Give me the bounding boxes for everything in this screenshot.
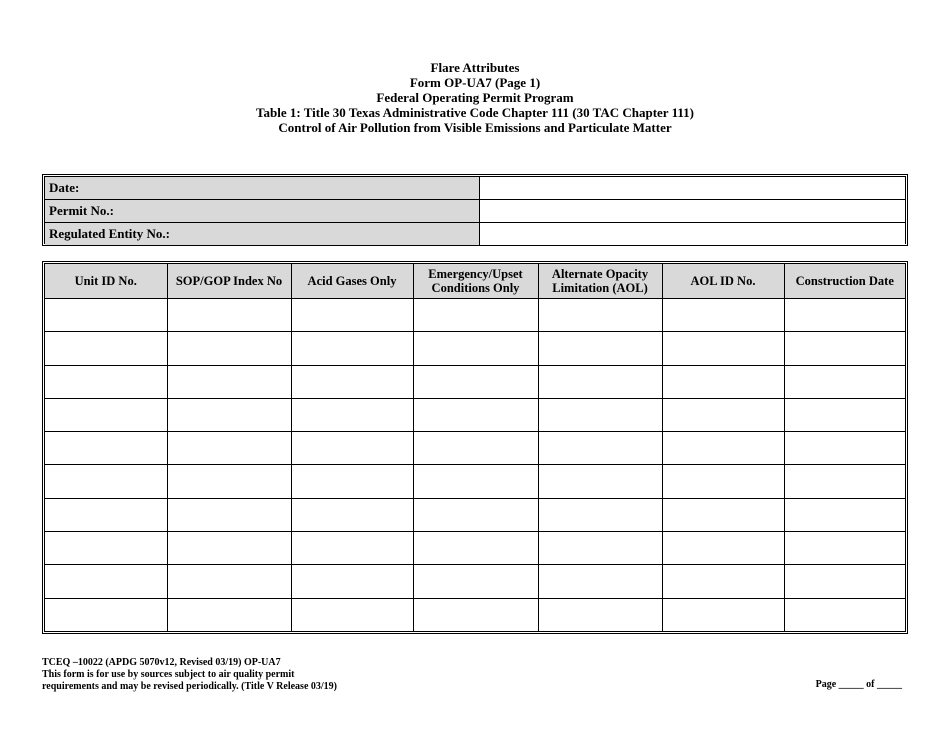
cell-construction-date[interactable] (784, 365, 905, 398)
footer-form-id: TCEQ –10022 (APDG 5070v12, Revised 03/19) OP-UA7 (42, 657, 281, 668)
cell-construction-date[interactable] (784, 398, 905, 431)
cell-sop-gop-index[interactable] (167, 598, 291, 631)
cell-sop-gop-index[interactable] (167, 432, 291, 465)
table-row (45, 332, 905, 365)
footer-note-line1: This form is for use by sources subject to air quality permit (42, 669, 295, 680)
cell-emergency-upset[interactable] (413, 398, 538, 431)
column-header-unit-id: Unit ID No. (45, 264, 167, 299)
cell-aol-id[interactable] (662, 432, 784, 465)
permit-number-field[interactable] (480, 200, 906, 223)
cell-sop-gop-index[interactable] (167, 332, 291, 365)
cell-emergency-upset[interactable] (413, 365, 538, 398)
cell-sop-gop-index[interactable] (167, 398, 291, 431)
date-field[interactable] (480, 177, 906, 200)
cell-alternate-opacity[interactable] (538, 398, 662, 431)
cell-unit-id[interactable] (45, 398, 167, 431)
cell-sop-gop-index[interactable] (167, 498, 291, 531)
form-number: Form OP-UA7 (Page 1) (409, 75, 541, 90)
cell-alternate-opacity[interactable] (538, 465, 662, 498)
form-title: Flare Attributes (430, 60, 520, 75)
cell-unit-id[interactable] (45, 465, 167, 498)
table-body (45, 299, 905, 632)
cell-alternate-opacity[interactable] (538, 365, 662, 398)
cell-alternate-opacity[interactable] (538, 532, 662, 565)
form-footer (42, 657, 337, 693)
cell-sop-gop-index[interactable] (167, 465, 291, 498)
cell-construction-date[interactable] (784, 532, 905, 565)
cell-aol-id[interactable] (662, 465, 784, 498)
permit-number-label: Permit No.: (45, 200, 480, 223)
date-row (45, 177, 905, 200)
cell-alternate-opacity[interactable] (538, 332, 662, 365)
cell-emergency-upset[interactable] (413, 532, 538, 565)
table-row (45, 465, 905, 498)
table-row (45, 565, 905, 598)
cell-emergency-upset[interactable] (413, 498, 538, 531)
permit-info-box (42, 174, 908, 246)
cell-sop-gop-index[interactable] (167, 565, 291, 598)
column-header-aol-id: AOL ID No. (662, 264, 784, 299)
cell-acid-gases-only[interactable] (291, 299, 413, 332)
cell-unit-id[interactable] (45, 532, 167, 565)
footer-note-line2: requirements and may be revised periodically. (Title V Release 03/19) (42, 681, 337, 692)
cell-sop-gop-index[interactable] (167, 365, 291, 398)
table-row (45, 432, 905, 465)
cell-emergency-upset[interactable] (413, 432, 538, 465)
cell-acid-gases-only[interactable] (291, 332, 413, 365)
cell-alternate-opacity[interactable] (538, 432, 662, 465)
cell-acid-gases-only[interactable] (291, 532, 413, 565)
cell-emergency-upset[interactable] (413, 332, 538, 365)
cell-unit-id[interactable] (45, 299, 167, 332)
cell-construction-date[interactable] (784, 332, 905, 365)
cell-emergency-upset[interactable] (413, 465, 538, 498)
cell-alternate-opacity[interactable] (538, 565, 662, 598)
cell-unit-id[interactable] (45, 332, 167, 365)
cell-aol-id[interactable] (662, 365, 784, 398)
cell-aol-id[interactable] (662, 332, 784, 365)
cell-alternate-opacity[interactable] (538, 498, 662, 531)
flare-attributes-table (45, 264, 905, 631)
cell-aol-id[interactable] (662, 598, 784, 631)
cell-alternate-opacity[interactable] (538, 299, 662, 332)
regulated-entity-label: Regulated Entity No.: (45, 223, 480, 246)
cell-emergency-upset[interactable] (413, 299, 538, 332)
page-number: Page _____ of _____ (815, 679, 902, 690)
column-header-alternate-opacity: Alternate Opacity Limitation (AOL) (538, 264, 662, 299)
cell-construction-date[interactable] (784, 299, 905, 332)
cell-acid-gases-only[interactable] (291, 565, 413, 598)
cell-emergency-upset[interactable] (413, 565, 538, 598)
cell-construction-date[interactable] (784, 432, 905, 465)
cell-aol-id[interactable] (662, 565, 784, 598)
permit-info-table (45, 177, 905, 245)
column-header-emergency-upset: Emergency/Upset Conditions Only (413, 264, 538, 299)
column-header-construction-date: Construction Date (784, 264, 905, 299)
table-header-row (45, 264, 905, 299)
table-row (45, 598, 905, 631)
column-header-acid-gases-only: Acid Gases Only (291, 264, 413, 299)
cell-sop-gop-index[interactable] (167, 532, 291, 565)
cell-acid-gases-only[interactable] (291, 365, 413, 398)
cell-construction-date[interactable] (784, 498, 905, 531)
table-row (45, 532, 905, 565)
cell-sop-gop-index[interactable] (167, 299, 291, 332)
regulated-entity-field[interactable] (480, 223, 906, 246)
form-subtitle: Control of Air Pollution from Visible Emissions and Particulate Matter (278, 120, 672, 135)
form-header (0, 60, 950, 135)
column-header-sop-gop-index: SOP/GOP Index No (167, 264, 291, 299)
table-row (45, 299, 905, 332)
cell-aol-id[interactable] (662, 299, 784, 332)
cell-construction-date[interactable] (784, 598, 905, 631)
cell-acid-gases-only[interactable] (291, 398, 413, 431)
cell-unit-id[interactable] (45, 598, 167, 631)
cell-acid-gases-only[interactable] (291, 465, 413, 498)
cell-unit-id[interactable] (45, 365, 167, 398)
cell-aol-id[interactable] (662, 532, 784, 565)
cell-unit-id[interactable] (45, 432, 167, 465)
cell-aol-id[interactable] (662, 498, 784, 531)
table-title: Table 1: Title 30 Texas Administrative Code Chapter 111 (30 TAC Chapter 111) (256, 105, 694, 120)
cell-unit-id[interactable] (45, 498, 167, 531)
table-row (45, 365, 905, 398)
cell-alternate-opacity[interactable] (538, 598, 662, 631)
cell-aol-id[interactable] (662, 398, 784, 431)
permit-row (45, 200, 905, 223)
cell-construction-date[interactable] (784, 565, 905, 598)
cell-construction-date[interactable] (784, 465, 905, 498)
date-label: Date: (45, 177, 480, 200)
cell-acid-gases-only[interactable] (291, 432, 413, 465)
table-row (45, 498, 905, 531)
flare-attributes-box (42, 261, 908, 634)
cell-emergency-upset[interactable] (413, 598, 538, 631)
cell-unit-id[interactable] (45, 565, 167, 598)
entity-row (45, 223, 905, 246)
program-name: Federal Operating Permit Program (376, 90, 574, 105)
cell-acid-gases-only[interactable] (291, 498, 413, 531)
table-row (45, 398, 905, 431)
cell-acid-gases-only[interactable] (291, 598, 413, 631)
